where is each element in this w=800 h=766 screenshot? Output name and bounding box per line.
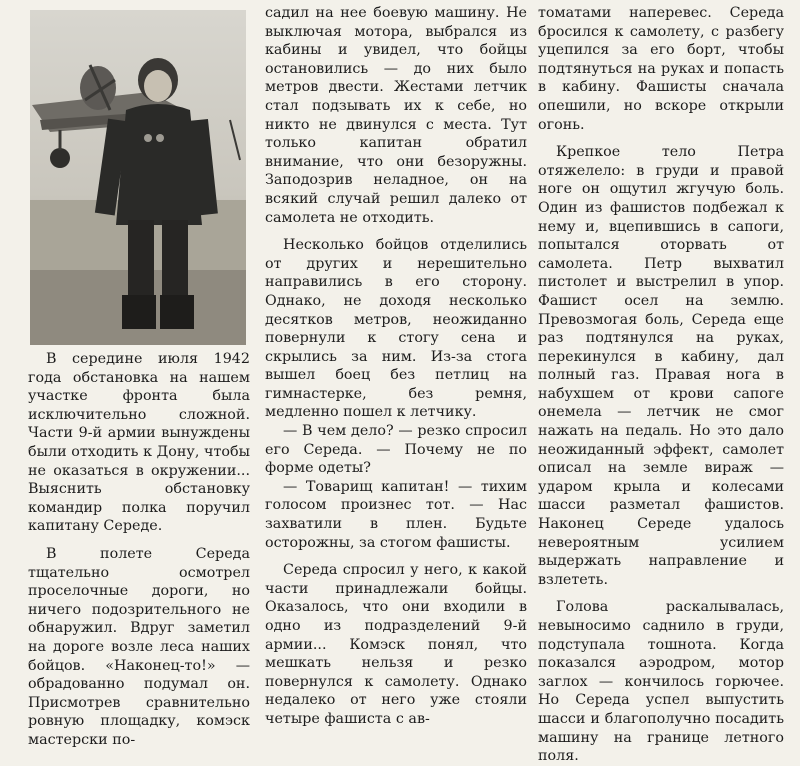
paragraph: Голова раскалывалась, невыносимо саднило в груди, подступала тошнота. Когда показался аэродром, мотор заглох — кончилось горючее. Но Середа успел выпустить шасси и благополучно посадить машину на границе летного поля. [538,599,784,765]
dialogue-line: — Товарищ капитан! — тихим голосом произнес тот. — Нас захватили в плен. Будьте осторожны, за стогом фашисты. [265,478,527,551]
paragraph: садил на нее боевую машину. Не выключая мотора, выбрался из кабины и увидел, что бойцы остановились — до них было метров двести. Жестами летчик стал подзывать их к себе, но никто не двинулся с места. Тут только капитан обратил внимание, что они безоружны. Заподозрив неладное, он на всякий случай решил далеко от самолета не отходить. [265,5,527,226]
paragraph: В полете Середа тщательно осмотрел проселочные дороги, но ничего подозрительного не обнаружил. Вдруг заметил на дороге возле леса наших бойцов. «Наконец-то!» — обрадованно подумал он. Присмотрев сравнительно ровную площадку, комэск мастерски по- [28,545,250,748]
article-column-3 [538,4,784,765]
paragraph: Крепкое тело Петра отяжелело: в груди и правой ноге он ощутил жгучую боль. Один из фашистов подбежал к нему и, вцепившись в сапоги, попытался оторвать от самолета. Петр выхватил пистолет и выстрелил в упор. Фашист осел на землю. Превозмогая боль, Середа еще раз подтянулся на руках, перекинулся в кабину, дал полный газ. Правая нога в набухшем от крови сапоге онемела — летчик не смог нажать на педаль. Но это дало неожиданный эффект, самолет описал на земле вираж — ударом крыла и колесами шасси разметал фашистов. Наконец Середе удалось невероятным усилием выдержать направление и взлететь. [538,144,784,588]
article-column-2 [265,4,527,727]
dialogue-line: — В чем дело? — резко спросил его Середа. — Почему не по форме одеты? [265,423,527,477]
pilot-photo [30,10,246,345]
paragraph: Несколько бойцов отделились от других и нерешительно направились в его сторону. Однако, не доходя несколько десятков метров, неожиданно повернули к стогу сена и скрылись за ним. Из-за стога вышел боец без петлиц на гимнастерке, без ремня, медленно пошел к летчику. [265,237,527,421]
paragraph: томатами наперевес. Середа бросился к самолету, с разбегу уцепился за его борт, чтобы подтянуться на руках и попасть в кабину. Фашисты сначала опешили, но вскоре открыли огонь. [538,5,784,133]
article-column-1 [28,350,250,748]
pilot-photo-icon [30,10,246,345]
paragraph: Середа спросил у него, к какой части принадлежали бойцы. Оказалось, что они входили в одно из подразделений 9-й армии... Комэск понял, что мешкать нельзя и резко повернулся к самолету. Однако недалеко от него уже стояли четыре фашиста с ав- [265,562,527,727]
paragraph: В середине июля 1942 года обстановка на нашем участке фронта была исключительно сложной. Части 9-й армии вынуждены были отходить к Дону, чтобы не оказаться в окружении... Выяснить обстановку командир полка поручил капитану Середе. [28,351,250,535]
